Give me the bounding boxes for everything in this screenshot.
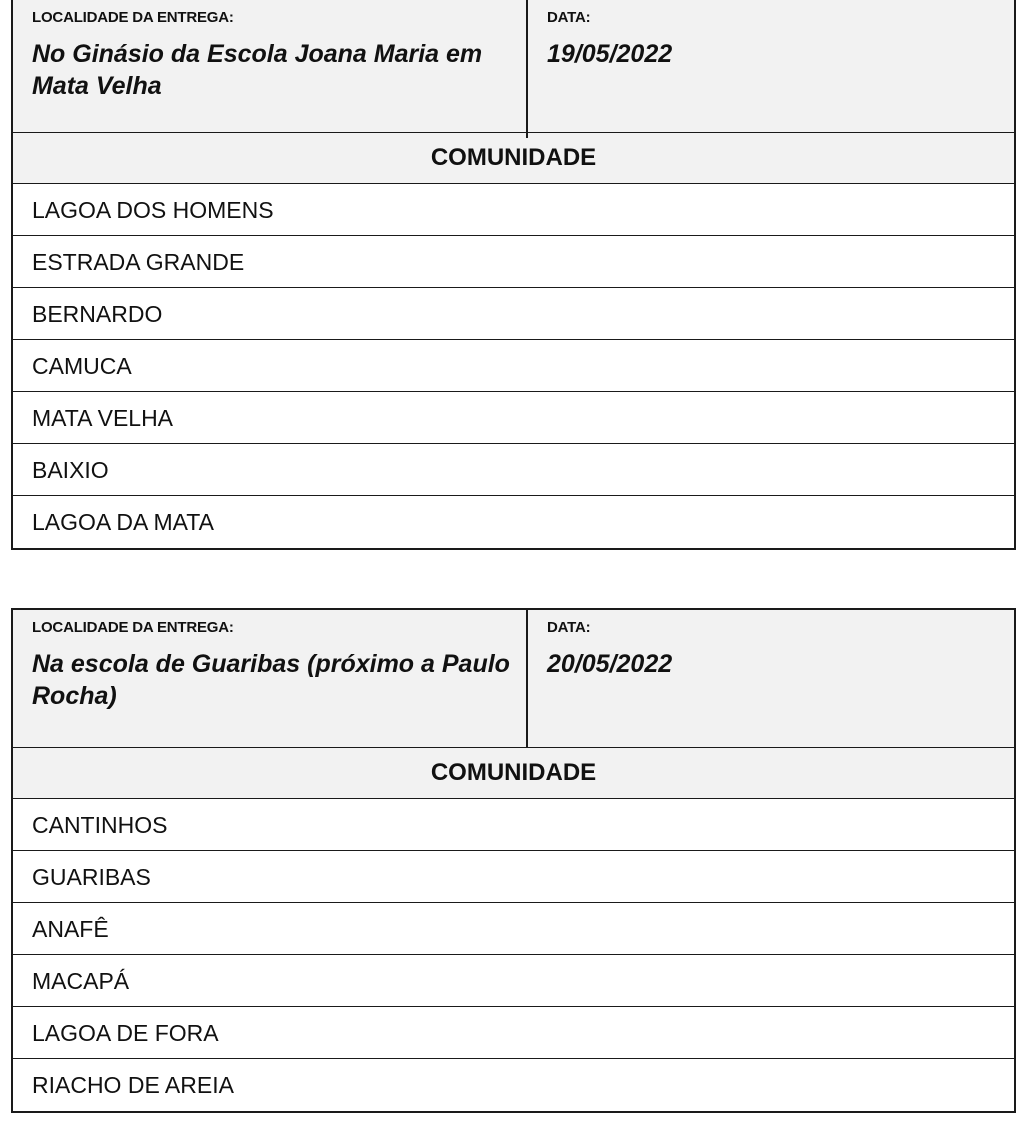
comunidade-row: CANTINHOS	[13, 799, 1014, 851]
comunidade-row: BAIXIO	[13, 444, 1014, 496]
comunidade-row: MACAPÁ	[13, 955, 1014, 1007]
comunidade-list	[13, 799, 1014, 1111]
data-label: DATA:	[547, 9, 591, 26]
delivery-table-1	[11, 0, 1016, 550]
localidade-cell	[13, 610, 528, 747]
comunidade-list	[13, 184, 1014, 548]
localidade-label: LOCALIDADE DA ENTREGA:	[32, 9, 234, 26]
data-cell	[528, 0, 1014, 132]
localidade-label: LOCALIDADE DA ENTREGA:	[32, 619, 234, 636]
comunidade-header: COMUNIDADE	[13, 748, 1014, 799]
comunidade-row: ESTRADA GRANDE	[13, 236, 1014, 288]
comunidade-header: COMUNIDADE	[13, 133, 1014, 184]
delivery-header	[13, 0, 1014, 133]
comunidade-row: GUARIBAS	[13, 851, 1014, 903]
comunidade-row: ANAFÊ	[13, 903, 1014, 955]
comunidade-row: LAGOA DE FORA	[13, 1007, 1014, 1059]
localidade-value: Na escola de Guaribas (próximo a Paulo Rocha)	[32, 650, 510, 710]
localidade-cell	[13, 0, 528, 138]
comunidade-row: CAMUCA	[13, 340, 1014, 392]
localidade-value: No Ginásio da Escola Joana Maria em Mata Velha	[32, 40, 483, 100]
comunidade-row: RIACHO DE AREIA	[32, 1072, 234, 1098]
delivery-table-2	[11, 608, 1016, 1113]
data-value: 20/05/2022	[547, 650, 673, 678]
delivery-header	[13, 610, 1014, 748]
comunidade-row: MATA VELHA	[13, 392, 1014, 444]
data-cell	[528, 610, 1014, 747]
data-label: DATA:	[547, 619, 591, 636]
data-value: 19/05/2022	[547, 40, 673, 68]
comunidade-row: LAGOA DOS HOMENS	[13, 184, 1014, 236]
comunidade-row: BERNARDO	[13, 288, 1014, 340]
comunidade-row: LAGOA DA MATA	[32, 509, 214, 535]
